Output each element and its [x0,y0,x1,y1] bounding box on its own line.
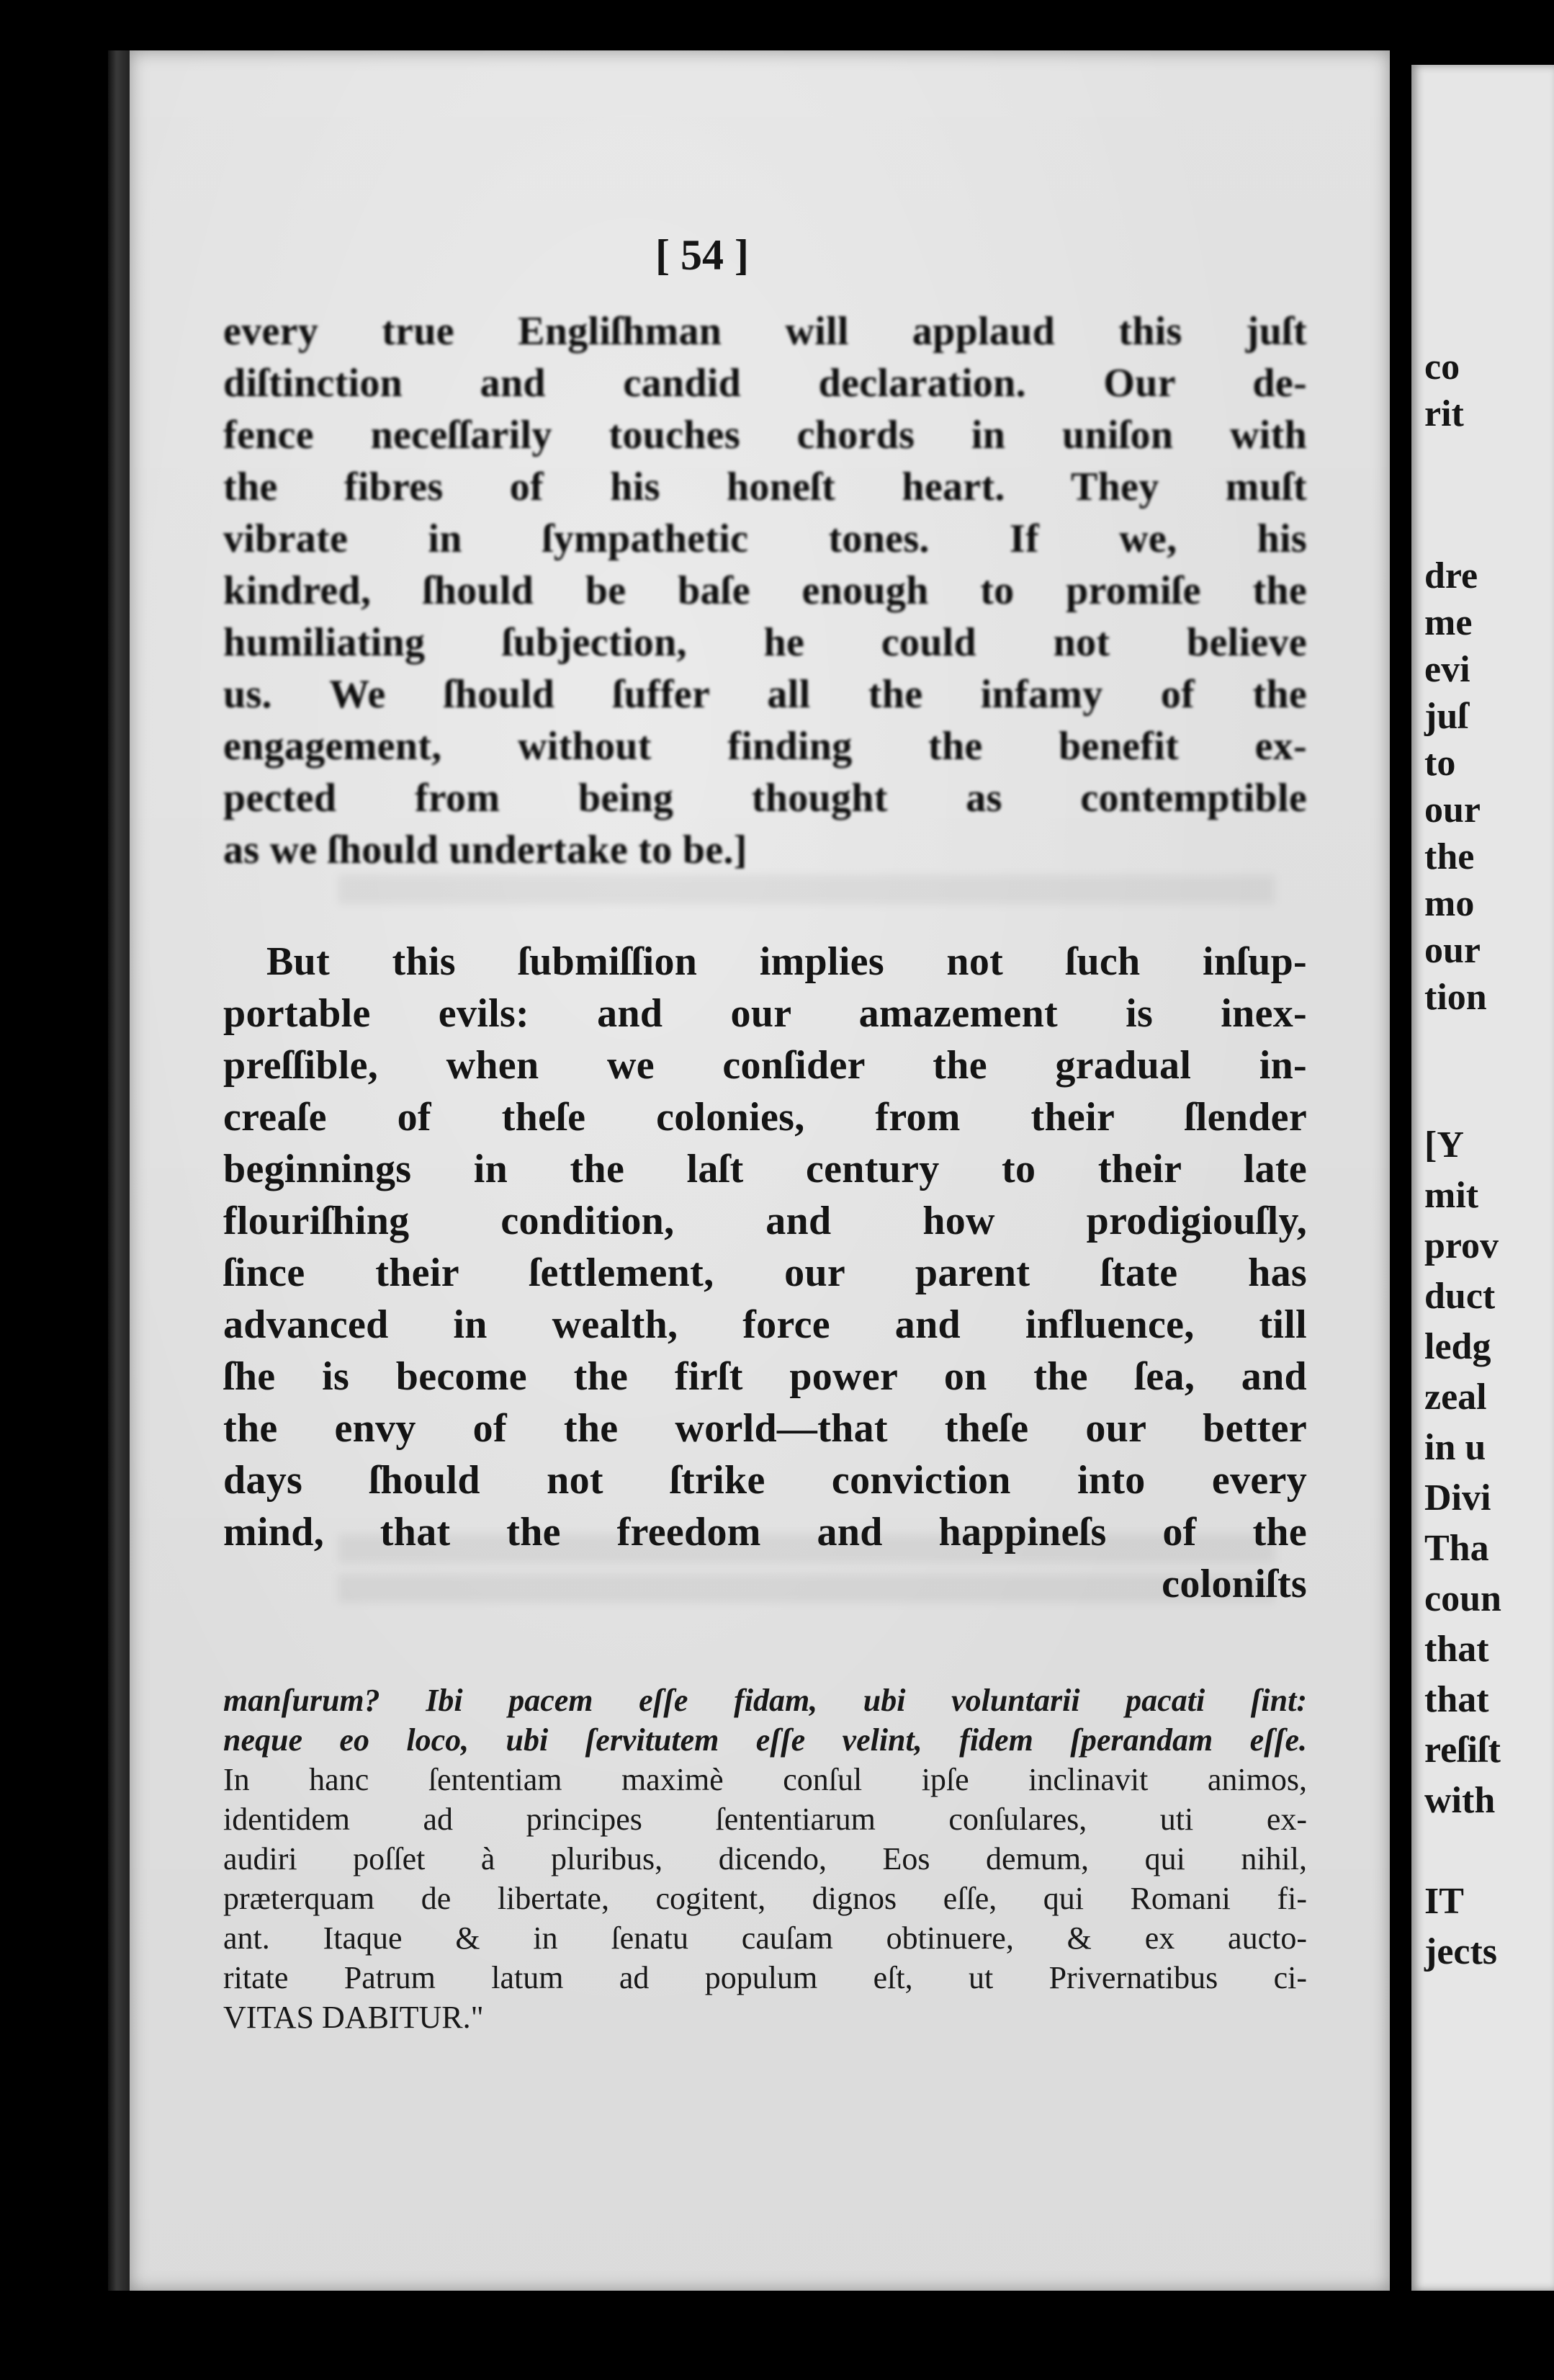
text-line: days ſhould not ſtrike conviction into every [223,1458,1307,1503]
fragment-text: that [1424,1679,1489,1720]
fragment-text: Tha [1424,1528,1489,1569]
footnote-line: audiri poſſet à pluribus, dicendo, Eos demum, qui nihil, [223,1841,1307,1876]
fragment-text: our [1424,930,1481,971]
fragment-text: jects [1424,1931,1498,1972]
text-line: diſtinction and candid declaration. Our de- [223,361,1307,406]
fragment-text: mo [1424,883,1475,924]
text-line: kindred, ſhould be baſe enough to promiſe the [223,568,1307,613]
text-line: us. We ſhould ſuffer all the infamy of the [223,672,1307,717]
fragment-text: zeal [1424,1377,1487,1418]
footnote-line: manſurum? Ibi pacem eſſe fidam, ubi voluntarii pacati ſint: [223,1683,1307,1718]
adjacent-page-fragment [1411,65,1554,2291]
fragment-text: Divi [1424,1477,1491,1518]
text-line: the envy of the world—that theſe our better [223,1406,1307,1451]
text-line: ſince their ſettlement, our parent ſtate has [223,1251,1307,1295]
text-line: vibrate in ſympathetic tones. If we, his [223,516,1307,561]
fragment-text: the [1424,836,1475,877]
text-line: engagement, without finding the benefit ex- [223,724,1307,769]
footnote-line: VITAS DABITUR." [223,2000,484,2035]
fragment-text: evi [1424,649,1470,690]
fragment-text: mit [1424,1175,1479,1216]
catchword: coloniſts [1162,1562,1307,1606]
text-line: flouriſhing condition, and how prodigiouſly, [223,1199,1307,1243]
text-line: as we ſhould undertake to be.] [223,828,747,872]
fragment-text: juſ [1424,696,1468,737]
footnote-line: identidem ad principes ſententiarum conſulares, uti ex- [223,1802,1307,1837]
fragment-text: ledg [1424,1326,1491,1367]
fragment-text: me [1424,602,1473,643]
page-number: [ 54 ] [655,231,749,279]
footnote-line: In hanc ſententiam maximè conſul ipſe inclinavit animos, [223,1762,1307,1797]
fragment-text: in u [1424,1427,1486,1468]
fragment-text: reſiſt [1424,1730,1501,1771]
text-line: pected from being thought as contemptible [223,776,1307,820]
text-line: the fibres of his honeſt heart. They muſt [223,465,1307,509]
book-spine-edge [108,50,130,2291]
fragment-text: prov [1424,1225,1499,1266]
fragment-text: to [1424,743,1456,784]
fragment-text: tion [1424,977,1487,1018]
text-line: creaſe of theſe colonies, from their ſlender [223,1095,1307,1140]
bleed-through [338,875,1275,904]
text-line: humiliating ſubjection, he could not believe [223,620,1307,665]
text-line: fence neceſſarily touches chords in uniſon with [223,413,1307,457]
fragment-text: IT [1424,1881,1464,1922]
fragment-text: that [1424,1629,1489,1670]
fragment-text: co [1424,346,1460,388]
text-line: preſſible, when we conſider the gradual in- [223,1043,1307,1088]
text-line: ſhe is become the firſt power on the ſea, and [223,1354,1307,1399]
footnote-line: præterquam de libertate, cogitent, dignos eſſe, qui Romani fi- [223,1881,1307,1916]
fragment-text: duct [1424,1276,1496,1317]
text-line: beginnings in the laſt century to their late [223,1147,1307,1191]
text-line: portable evils: and our amazement is inex- [223,991,1307,1036]
fragment-text: our [1424,789,1481,831]
fragment-text: [Y [1424,1124,1464,1166]
footnote-line: neque eo loco, ubi ſervitutem eſſe velint, fidem ſperandam eſſe. [223,1722,1307,1758]
footnote-line: ant. Itaque & in ſenatu cauſam obtinuere, & ex aucto- [223,1920,1307,1956]
fragment-text: coun [1424,1578,1501,1619]
text-line: every true Engliſhman will applaud this juſt [223,309,1307,354]
fragment-text: rit [1424,393,1464,434]
footnote-line: ritate Patrum latum ad populum eſt, ut Privernatibus ci- [223,1960,1307,1995]
fragment-text: dre [1424,555,1478,596]
text-line: advanced in wealth, force and influence, till [223,1302,1307,1347]
text-line: mind, that the freedom and happineſs of the [223,1510,1307,1554]
page-gutter [1390,50,1411,2291]
text-line: But this ſubmiſſion implies not ſuch inſup- [266,939,1307,984]
fragment-text: with [1424,1780,1496,1821]
